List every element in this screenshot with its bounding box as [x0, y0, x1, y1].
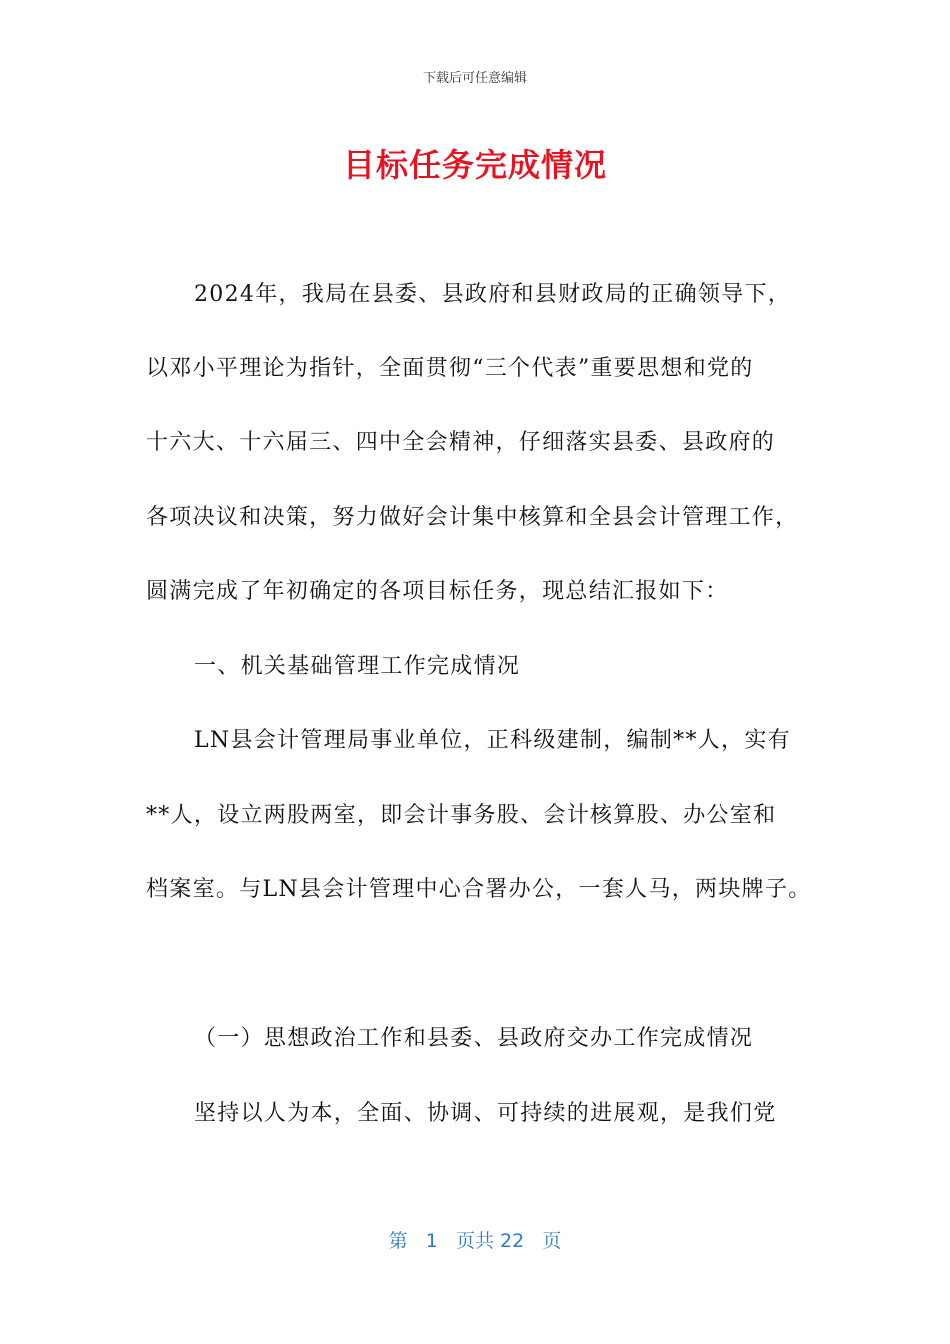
paragraph-line: **人，设立两股两室，即会计事务股、会计核算股、办公室和	[146, 803, 777, 828]
document-title: 目标任务完成情况	[342, 146, 607, 184]
paragraph-line: 十六大、十六届三、四中全会精神，仔细落实县委、县政府的	[146, 430, 776, 455]
footer-current-page: 1	[425, 1230, 438, 1252]
page-footer	[0, 1226, 950, 1253]
paragraph-line: 各项决议和决策，努力做好会计集中核算和全县会计管理工作，	[146, 505, 799, 530]
paragraph-line: 以邓小平理论为指针，全面贯彻“三个代表”重要思想和党的	[146, 356, 754, 381]
subsection-heading: （一）思想政治工作和县委、县政府交办工作完成情况	[194, 1026, 754, 1051]
header-note: 下载后可任意编辑	[422, 71, 527, 86]
section-heading: 一、机关基础管理工作完成情况	[194, 654, 521, 679]
footer-label-total: 页共	[455, 1230, 494, 1252]
footer-total-pages: 22	[500, 1230, 525, 1252]
paragraph-line: 2024年，我局在县委、县政府和县财政局的正确领导下，	[194, 282, 792, 307]
paragraph-line: 圆满完成了年初确定的各项目标任务，现总结汇报如下：	[146, 579, 729, 604]
footer-label-end: 页	[542, 1230, 562, 1252]
paragraph-line: 坚持以人为本，全面、协调、可持续的进展观，是我们党	[194, 1101, 777, 1126]
paragraph-line: 档案室。与LN县会计管理中心合署办公，一套人马，两块牌子。	[146, 877, 812, 902]
paragraph-line: LN县会计管理局事业单位，正科级建制，编制**人，实有	[194, 728, 791, 753]
footer-label-page: 第	[388, 1230, 408, 1252]
